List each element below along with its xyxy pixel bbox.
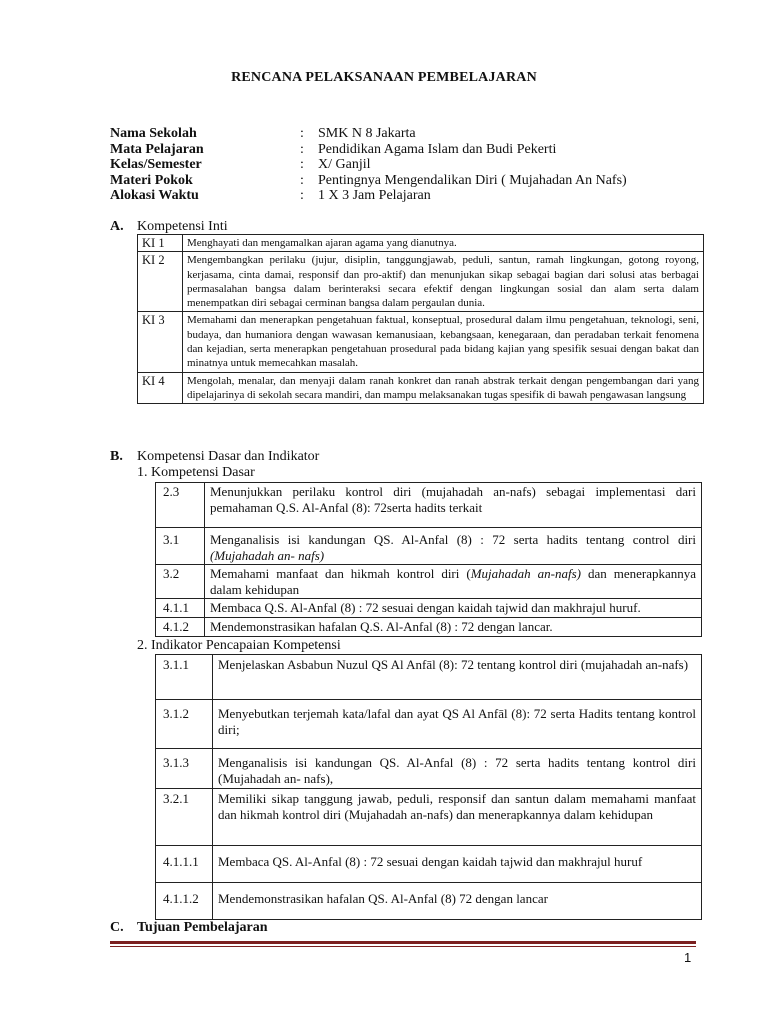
table-row <box>156 599 702 618</box>
identity-value: X/ Ganjil <box>318 157 371 172</box>
kd-text: Menganalisis isi kandungan QS. Al-Anfal (8) : 72 serta hadits tentang control diri <box>210 532 696 547</box>
kd-italic: Mujahadah an-nafs) <box>470 566 581 582</box>
kd-code: 3.1 <box>156 528 205 565</box>
page-number: 1 <box>684 950 692 965</box>
identity-row-time <box>110 188 627 204</box>
table-row <box>138 312 704 372</box>
ipk-code: 3.1.2 <box>156 700 213 749</box>
kd-text: dan menerapkannya dalam kehidupan <box>210 566 697 597</box>
kompetensi-inti-table <box>137 234 704 404</box>
footer-divider-thin <box>110 946 696 947</box>
identity-label: Materi Pokok <box>110 172 193 188</box>
identity-label: Alokasi Waktu <box>110 188 199 203</box>
ki-code: KI 2 <box>138 252 183 312</box>
kompetensi-dasar-table <box>155 482 702 637</box>
table-row <box>156 528 702 565</box>
ipk-description: Menyebutkan terjemah kata/lafal dan ayat QS Al Anfāl (8): 72 serta Hadits tentang kontrol diri; <box>213 700 702 749</box>
section-b-heading <box>110 449 319 465</box>
page-title: RENCANA PELAKSANAAN PEMBELAJARAN <box>231 70 537 85</box>
kd-description: Mendemonstrasikan hafalan Q.S. Al-Anfal (8) : 72 dengan lancar. <box>205 617 702 636</box>
ipk-code: 4.1.1.1 <box>156 846 213 883</box>
identity-label: Kelas/Semester <box>110 157 202 172</box>
kd-code: 4.1.1 <box>156 599 205 618</box>
kd-code: 2.3 <box>156 483 205 528</box>
ki-code: KI 4 <box>138 372 183 404</box>
section-letter: B. <box>110 449 123 464</box>
identity-colon: : <box>300 141 304 157</box>
ipk-subheading: 2. Indikator Pencapaian Kompetensi <box>137 638 341 653</box>
table-row <box>138 252 704 312</box>
footer-divider <box>110 941 696 944</box>
identity-label: Mata Pelajaran <box>110 141 204 157</box>
kd-italic: (Mujahadah an- nafs) <box>210 547 325 563</box>
kd-description <box>205 528 702 565</box>
section-letter: C. <box>110 920 124 935</box>
section-title: Kompetensi Inti <box>137 219 228 234</box>
section-c-heading <box>110 920 268 936</box>
identity-value: Pentingnya Mengendalikan Diri ( Mujahadan An Nafs) <box>318 172 627 188</box>
table-row <box>156 846 702 883</box>
identity-colon: : <box>300 126 304 141</box>
ipk-code: 4.1.1.2 <box>156 883 213 920</box>
ki-description: Memahami dan menerapkan pengetahuan faktual, konseptual, prosedural dalam ilmu pengetahuan, teknologi, seni, budaya, dan humaniora dengan wawasan kemanusiaan, kebangsaan, kenegaraan, dan peradaban terkait fenomena dan kejadian, serta menerapkan pengetahuan prosedural pada bidang kajian yang spesifik sesuai dengan bakat dan minatnya untuk memecahkan masalah. <box>183 312 704 372</box>
kd-text: Memahami manfaat dan hikmah kontrol diri ( <box>210 566 471 582</box>
table-row <box>156 883 702 920</box>
section-title: Tujuan Pembelajaran <box>137 920 268 935</box>
identity-value: SMK N 8 Jakarta <box>318 126 416 141</box>
identity-value: 1 X 3 Jam Pelajaran <box>318 188 431 203</box>
identity-row-topic <box>110 173 627 189</box>
identity-label: Nama Sekolah <box>110 126 197 141</box>
table-row <box>138 372 704 404</box>
table-row <box>156 617 702 636</box>
ipk-description: Menjelaskan Asbabun Nuzul QS Al Anfāl (8): 72 tentang kontrol diri (mujahadah an-nafs) <box>213 655 702 700</box>
ki-description: Menghayati dan mengamalkan ajaran agama yang dianutnya. <box>183 235 704 252</box>
kd-code: 4.1.2 <box>156 617 205 636</box>
ipk-description: Memiliki sikap tanggung jawab, peduli, responsif dan santun dalam memahami manfaat dan hikmah kontrol diri (Mujahadah an-nafs) dan menerapkannya dalam kehidupan <box>213 789 702 846</box>
kd-description <box>205 565 702 599</box>
ipk-code: 3.1.1 <box>156 655 213 700</box>
section-a-heading <box>110 219 228 235</box>
table-row <box>138 235 704 252</box>
kd-description: Menunjukkan perilaku kontrol diri (mujahadah an-nafs) sebagai implementasi dari pemahaman Q.S. Al-Anfal (8): 72serta hadits terkait <box>205 483 702 528</box>
kd-code: 3.2 <box>156 565 205 599</box>
identity-block <box>110 126 627 204</box>
ipk-description: Menganalisis isi kandungan QS. Al-Anfal (8) : 72 serta hadits tentang kontrol diri (Mujahadah an- nafs), <box>213 749 702 789</box>
identity-colon: : <box>300 188 304 203</box>
identity-row-school <box>110 126 627 142</box>
table-row <box>156 565 702 599</box>
ki-code: KI 1 <box>138 235 183 252</box>
kd-subheading: 1. Kompetensi Dasar <box>137 465 255 480</box>
indikator-table <box>155 654 702 920</box>
table-row <box>156 789 702 846</box>
table-row <box>156 749 702 789</box>
identity-row-class <box>110 157 627 173</box>
identity-colon: : <box>300 157 304 172</box>
section-title: Kompetensi Dasar dan Indikator <box>137 449 320 464</box>
ipk-description: Mendemonstrasikan hafalan QS. Al-Anfal (8) 72 dengan lancar <box>213 883 702 920</box>
kd-description: Membaca Q.S. Al-Anfal (8) : 72 sesuai dengan kaidah tajwid dan makhrajul huruf. <box>205 599 702 618</box>
ki-description: Mengembangkan perilaku (jujur, disiplin, tanggungjawab, peduli, santun, ramah lingkungan, gotong royong, kerjasama, cinta damai, responsif dan pro-aktif) dan menunjukan sikap sebagai bagian dari solusi atas berbagai permasalahan bangsa dalam berinteraksi secara efektif dengan lingkungan sosial dan alam serta dalam menempatkan diri sebagai cerminan bangsa dalam pergaulan dunia. <box>183 252 704 312</box>
ki-description: Mengolah, menalar, dan menyaji dalam ranah konkret dan ranah abstrak terkait dengan pengembangan dari yang dipelajarinya di sekolah secara mandiri, dan mampu melaksanakan tugas spesifik di bawah pengawasan langsung <box>183 372 704 404</box>
table-row <box>156 700 702 749</box>
ipk-code: 3.1.3 <box>156 749 213 789</box>
identity-row-subject <box>110 142 627 158</box>
section-letter: A. <box>110 219 124 234</box>
ki-code: KI 3 <box>138 312 183 372</box>
identity-value: Pendidikan Agama Islam dan Budi Pekerti <box>318 141 557 157</box>
ipk-code: 3.2.1 <box>156 789 213 846</box>
ipk-description: Membaca QS. Al-Anfal (8) : 72 sesuai dengan kaidah tajwid dan makhrajul huruf <box>213 846 702 883</box>
table-row <box>156 483 702 528</box>
table-row <box>156 655 702 700</box>
identity-colon: : <box>300 172 304 188</box>
